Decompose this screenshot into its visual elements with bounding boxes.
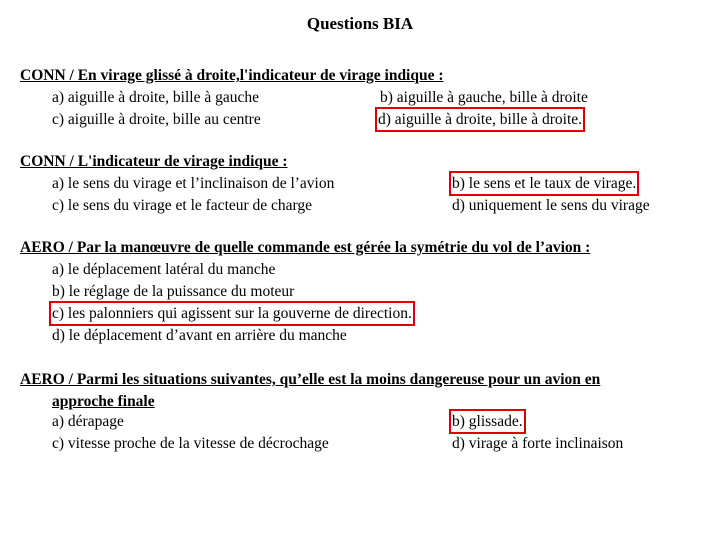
question-2-answer-c: c) le sens du virage et le facteur de charge bbox=[52, 197, 313, 214]
question-4-answer-d: d) virage à forte inclinaison bbox=[452, 435, 624, 452]
question-4-text-line2: approche finale bbox=[52, 393, 155, 410]
question-2-answer-d: d) uniquement le sens du virage bbox=[452, 197, 650, 214]
question-2-text: CONN / L'indicateur de virage indique : bbox=[20, 153, 288, 170]
question-3-text: AERO / Par la manœuvre de quelle commande est gérée la symétrie du vol de l’avion : bbox=[20, 239, 591, 256]
question-3-answer-c-highlighted: c) les palonniers qui agissent sur la gouverne de direction. bbox=[52, 305, 412, 322]
page-title: Questions BIA bbox=[306, 14, 414, 33]
question-4-answer-c: c) vitesse proche de la vitesse de décrochage bbox=[52, 435, 329, 452]
question-4-answer-a: a) dérapage bbox=[52, 413, 124, 430]
question-1-answer-d-highlighted: d) aiguille à droite, bille à droite. bbox=[378, 111, 583, 128]
question-2-answer-a: a) le sens du virage et l’inclinaison de l’avion bbox=[52, 175, 335, 192]
question-4-answer-b-highlighted: b) glissade. bbox=[452, 413, 523, 430]
question-3-answer-b: b) le réglage de la puissance du moteur bbox=[52, 283, 295, 300]
question-1-answer-b: b) aiguille à gauche, bille à droite bbox=[380, 89, 588, 106]
question-1-text: CONN / En virage glissé à droite,l'indicateur de virage indique : bbox=[20, 67, 444, 84]
question-4-text-line1: AERO / Parmi les situations suivantes, qu’elle est la moins dangereuse pour un avion en bbox=[20, 371, 601, 388]
question-1-answer-a: a) aiguille à droite, bille à gauche bbox=[52, 89, 260, 106]
question-3-answer-d: d) le déplacement d’avant en arrière du manche bbox=[52, 327, 347, 344]
question-3-answer-a: a) le déplacement latéral du manche bbox=[52, 261, 276, 278]
question-2-answer-b-highlighted: b) le sens et le taux de virage. bbox=[452, 175, 637, 192]
question-1-answer-c: c) aiguille à droite, bille au centre bbox=[52, 111, 261, 128]
